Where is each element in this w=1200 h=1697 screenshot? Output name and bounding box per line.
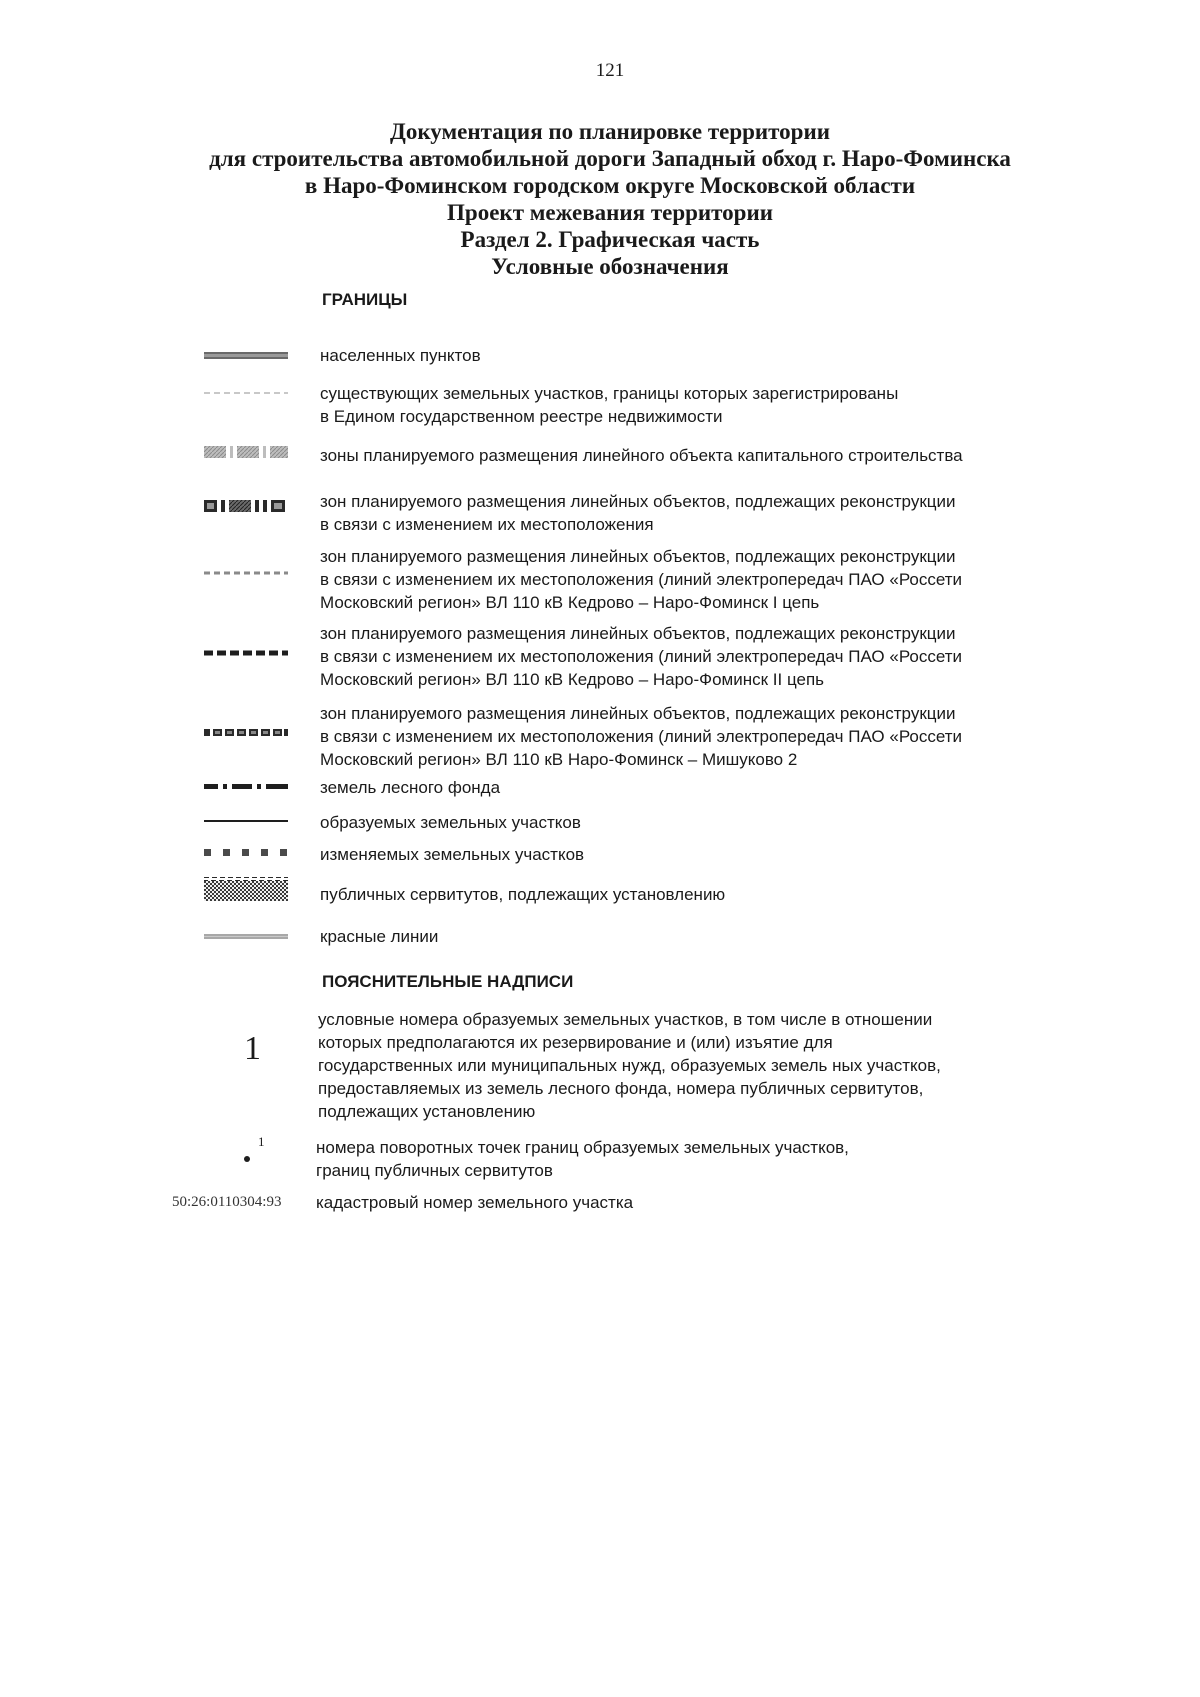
legend-line: в связи с изменением их местоположения [320, 515, 654, 534]
legend-line: в связи с изменением их местоположения (линий электропередач ПАО «Россети [320, 727, 963, 746]
plot-number-sample: 1 [244, 1030, 261, 1067]
legend-line: публичных сервитутов, подлежащих установлению [320, 885, 726, 904]
legend-line: зоны планируемого размещения линейного объекта капитального строительства [320, 446, 963, 465]
label-line: условные номера образуемых земельных участков, в том числе в отношении [318, 1010, 933, 1029]
legend-line: существующих земельных участков, границы которых зарегистрированы [320, 384, 899, 403]
legend-line: зон планируемого размещения линейных объектов, подлежащих реконструкции [320, 547, 956, 566]
page-number: 121 [595, 60, 625, 81]
title-line: Документация по планировке территории [390, 119, 830, 144]
legend-line: земель лесного фонда [320, 778, 501, 797]
label-line: номера поворотных точек границ образуемых земельных участков, [316, 1138, 849, 1157]
title-line: в Наро-Фоминском городском округе Московской области [304, 173, 916, 198]
legend-line: в Едином государственном реестре недвижимости [320, 407, 723, 426]
point-dot-icon [242, 1136, 272, 1166]
title-line: Условные обозначения [491, 254, 729, 279]
label-line: предоставляемых из земель лесного фонда, номера публичных сервитутов, [318, 1079, 924, 1098]
legend-description [320, 622, 962, 691]
label-description [316, 1191, 633, 1214]
legend-description [320, 843, 584, 866]
legend-description [320, 490, 956, 536]
dash-dot-line-icon [204, 780, 288, 794]
thin-solid-line-icon [204, 814, 288, 828]
checkered-hatch-band-icon [204, 877, 288, 903]
spaced-square-line-icon [204, 846, 288, 860]
legend-line: в связи с изменением их местоположения (линий электропередач ПАО «Россети [320, 570, 963, 589]
legend-description [320, 776, 500, 799]
legend-line: зон планируемого размещения линейных объектов, подлежащих реконструкции [320, 704, 956, 723]
legend-description [320, 811, 581, 834]
label-line: государственных или муниципальных нужд, образуемых земель ных участков, [318, 1056, 941, 1075]
faint-dashed-line-icon [204, 386, 288, 400]
title-line: для строительства автомобильной дороги Западный обход г. Наро-Фоминска [209, 146, 1011, 171]
legend-description [320, 545, 962, 614]
legend-description [320, 883, 725, 906]
title-line: Проект межевания территории [447, 200, 773, 225]
legend-description [320, 344, 481, 367]
boundaries-heading: ГРАНИЦЫ [322, 290, 408, 309]
label-description [316, 1136, 849, 1182]
legend-line: Московский регион» ВЛ 110 кВ Кедрово – Наро-Фоминск I цепь [320, 593, 820, 612]
dark-dash-line-icon [204, 646, 288, 660]
title-line: Раздел 2. Графическая часть [460, 227, 760, 252]
hatched-gray-segments-line-icon [204, 444, 288, 458]
legend-line: зон планируемого размещения линейных объектов, подлежащих реконструкции [320, 492, 956, 511]
label-line: кадастровый номер земельного участка [316, 1193, 634, 1212]
legend-description [320, 925, 438, 948]
legend-line: красные линии [320, 927, 439, 946]
label-description [318, 1008, 941, 1123]
legend-description [320, 702, 962, 771]
legend-line: образуемых земельных участков [320, 813, 581, 832]
labels-heading: ПОЯСНИТЕЛЬНЫЕ НАДПИСИ [322, 972, 574, 991]
solid-gray-band-line-icon [204, 349, 288, 363]
label-line: которых предполагаются их резервирование и (или) изъятие для [318, 1033, 833, 1052]
legend-description [320, 444, 963, 467]
legend-line: населенных пунктов [320, 346, 481, 365]
legend-line: зон планируемого размещения линейных объектов, подлежащих реконструкции [320, 624, 956, 643]
legend-line: Московский регион» ВЛ 110 кВ Кедрово – Наро-Фоминск II цепь [320, 670, 825, 689]
cadastral-number-sample: 50:26:0110304:93 [172, 1194, 282, 1210]
small-faint-dash-line-icon [204, 567, 288, 581]
legend-line: Московский регион» ВЛ 110 кВ Наро-Фоминск – Мишуково 2 [320, 750, 798, 769]
legend-line: в связи с изменением их местоположения (линий электропередач ПАО «Россети [320, 647, 963, 666]
turning-point-number: 1 [258, 1134, 265, 1149]
document-title [100, 118, 1120, 280]
turning-point-sample [242, 1136, 272, 1166]
dark-block-segments-line-icon [204, 498, 288, 512]
gray-band-line-icon [204, 930, 288, 944]
label-line: границ публичных сервитутов [316, 1161, 553, 1180]
dark-square-dash-line-icon [204, 726, 288, 740]
legend-line: изменяемых земельных участков [320, 845, 585, 864]
label-line: подлежащих установлению [318, 1102, 536, 1121]
legend-description [320, 382, 898, 428]
